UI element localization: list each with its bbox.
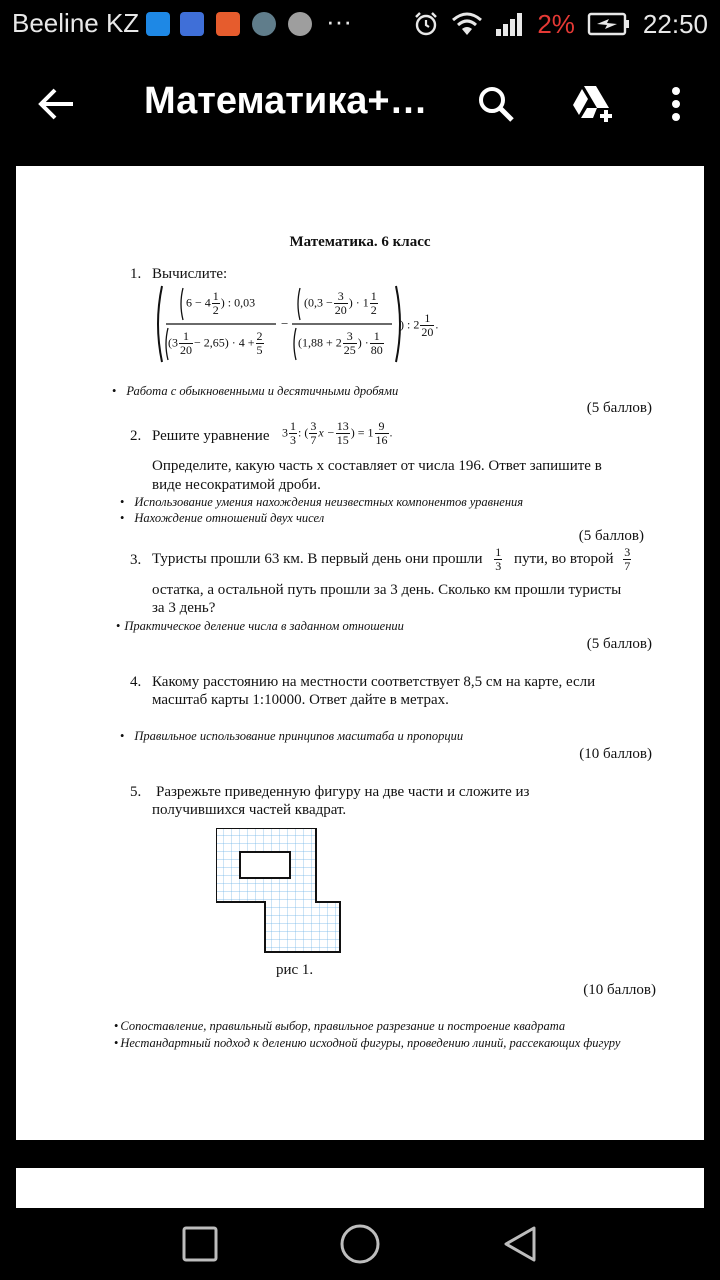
alarm-icon (413, 11, 439, 37)
t1-fraction-4: $\frac{3}{20}$ (334, 289, 347, 317)
task4-line2: масштаб карты 1:10000. Ответ дайте в метрах. (152, 692, 449, 708)
t1-fraction-2: $\frac{1}{20}$ (180, 329, 192, 357)
document-page[interactable]: Математика. 6 класс 1. Вычислите: 6 − 4 $\frac{1}{2}$ ) : 0,03 (3 $\frac{1}{20}$ − 2,65) · 4 + $\frac{2}{5}$ − (0,3 − $\frac{3}{20}$ ) · 1 $\frac{1}{2}$ (1,88 + 2 $\frac{3}{25}$ ) · $\frac{1}{80}$ ) : 2 $\frac{1}{20}$ . • Работа с обыкновенными и десятичными дробями (5 баллов) 2. Решите уравнение 3 $\frac{1}{3}$ : ( $\frac{3}{7}$ x − $\frac{13}{15}$ ) = 1 $\frac{9}{16}$ . Определите, какую часть x составляет от числа 196. Ответ запишите в виде несократимой дроби. • Использование умения нахождения неизвестных компонентов уравнения • Нахождение отношений двух чисел (5 баллов) 3. Туристы прошли 63 км. В первый день они прошли $\frac{1}{3}$ пути, во второй $\frac{3}{7}$ остатка, а остальной путь прошли за 3 день. Сколько км прошли туристы за 3 день? • Практическое деление числа в заданном отношении (5 баллов) 4. Какому расстоянию на местности соответствует 8,5 см на карте, если масштаб карты 1:10000. Ответ дайте в метрах. • Правильное использование принципов масштаба и пропорции (10 баллов) 5. Разрежьте приведенную фигуру на две части и сложите из получившихся частей квадрат. рис 1. (10 баллов) • Сопоставление, правильный выбор, правильное разрезание и построение квадрата • Нестандартный подход к делению исходной фигуры, проведению линий, рассекающих фигуру (16, 166, 704, 1140)
back-button[interactable] (26, 74, 86, 134)
task4-points: (10 баллов) (579, 746, 652, 762)
t1-fraction-6: $\frac{3}{25}$ (343, 329, 356, 357)
task2-criterion-1: • Использование умения нахождения неизвестных компонентов уравнения (120, 495, 524, 509)
t1-n1: 6 − 4 (186, 295, 211, 310)
recents-square-icon (178, 1222, 222, 1266)
wifi-icon (451, 11, 483, 37)
task2-points: (5 баллов) (578, 528, 644, 544)
t1-fraction-1: $\frac{1}{2}$ (212, 289, 219, 317)
search-button[interactable] (466, 74, 526, 134)
task3-number: 3. (130, 552, 142, 568)
t2-fraction-1: $\frac{1}{3}$ (290, 419, 296, 447)
task2-line2: виде несократимой дроби. (152, 477, 321, 493)
battery-charging-icon (587, 11, 631, 37)
t1-fraction-8: $\frac{1}{20}$ (421, 311, 434, 339)
task2-criterion-2: • Нахождение отношений двух чисел (120, 511, 325, 525)
add-to-drive-icon (569, 84, 615, 124)
task2-equation: 3 $\frac{1}{3}$ : ( $\frac{3}{7}$ x − $\frac{13}{15}$ ) = 1 $\frac{9}{16}$ . (282, 419, 393, 447)
search-icon (477, 85, 515, 123)
task-notification-icon (252, 12, 276, 36)
t1-d2b: ) · (357, 335, 369, 350)
t1-n1b: ) : 0,03 (220, 295, 256, 310)
more-options-button[interactable] (646, 74, 706, 134)
t1-n2b: ) · 1 (348, 295, 369, 310)
add-to-drive-button[interactable] (562, 74, 622, 134)
home-button[interactable] (338, 1222, 382, 1266)
recents-button[interactable] (178, 1222, 222, 1266)
t2-fraction-4: $\frac{9}{16}$ (375, 419, 388, 447)
task5-line2: получившихся частей квадрат. (152, 802, 347, 818)
task1-number: 1. (130, 266, 142, 282)
task2-text: Решите уравнение (152, 428, 270, 444)
figure-caption: рис 1. (276, 962, 314, 978)
photo-notification-icon (288, 12, 312, 36)
t1-tail: ) : 2 (400, 317, 420, 332)
clock: 22:50 (642, 8, 708, 39)
navigation-bar (0, 1208, 720, 1280)
battery-percent: 2% (537, 8, 575, 39)
back-nav-button[interactable] (498, 1222, 542, 1266)
signal-icon (495, 11, 525, 37)
task1-text: Вычислите: (152, 266, 228, 282)
t1-end: . (435, 317, 439, 332)
task3-line3: за 3 день? (152, 600, 216, 616)
task3-fraction-1: $\frac{1}{3}$ (495, 545, 502, 573)
task3-points: (5 баллов) (586, 636, 652, 652)
task5-number: 5. (130, 784, 142, 800)
t1-fraction-3: $\frac{2}{5}$ (256, 329, 263, 357)
back-arrow-icon (37, 87, 75, 121)
t2-fraction-3: $\frac{13}{15}$ (336, 419, 349, 447)
app-notification-icon (146, 12, 170, 36)
task2-number: 2. (130, 428, 142, 444)
document-title: Математика+… (144, 80, 428, 122)
app-bar (0, 48, 720, 160)
task5-points: (10 баллов) (583, 982, 656, 998)
task4-number: 4. (130, 674, 142, 690)
t2-fraction-2: $\frac{3}{7}$ (310, 419, 317, 447)
task3-line1: Туристы прошли 63 км. В первый день они прошли $\frac{1}{3}$ пути, во второй $\frac{3}{7}$ (152, 545, 631, 573)
t1-d2a: (1,88 + 2 (298, 335, 342, 350)
task2-line1: Определите, какую часть x составляет от числа 196. Ответ запишите в (152, 458, 602, 474)
status-bar (0, 0, 720, 48)
battery-saver-notification-icon (216, 12, 240, 36)
health-notification-icon (180, 12, 204, 36)
t1-d1b: − 2,65) · 4 + (194, 335, 255, 350)
task4-line1: Какому расстоянию на местности соответствует 8,5 см на карте, если (152, 674, 596, 690)
next-document-page[interactable] (16, 1168, 704, 1208)
task3-criterion: • Практическое деление числа в заданном отношении (116, 619, 404, 633)
overflow-notifications-icon: ··· (326, 6, 352, 36)
t1-fraction-5: $\frac{1}{2}$ (370, 289, 377, 317)
carrier-name: Beeline KZ (12, 8, 140, 38)
task4-criterion: • Правильное использование принципов масштаба и пропорции (120, 729, 464, 743)
t1-d1a: (3 (168, 335, 178, 350)
task3-line2: остатка, а остальной путь прошли за 3 день. Сколько км прошли туристы (152, 582, 622, 598)
back-triangle-icon (498, 1222, 542, 1266)
task1-criterion: • Работа с обыкновенными и десятичными дробями (112, 384, 399, 398)
task5-criterion-2: • Нестандартный подход к делению исходной фигуры, проведению линий, рассекающих фигуру (114, 1036, 621, 1050)
task1-points: (5 баллов) (586, 400, 652, 416)
task3-fraction-2: $\frac{3}{7}$ (624, 545, 631, 573)
task5-criterion-1: • Сопоставление, правильный выбор, правильное разрезание и построение квадрата (114, 1019, 566, 1033)
t1-n2a: (0,3 − (304, 295, 333, 310)
t1-fraction-7: $\frac{1}{80}$ (370, 329, 383, 357)
more-vert-icon (671, 86, 681, 122)
page-title: Математика. 6 класс (289, 234, 431, 250)
home-circle-icon (338, 1222, 382, 1266)
task5-figure (216, 828, 344, 956)
task5-line1: Разрежьте приведенную фигуру на две части и сложите из (156, 784, 530, 800)
